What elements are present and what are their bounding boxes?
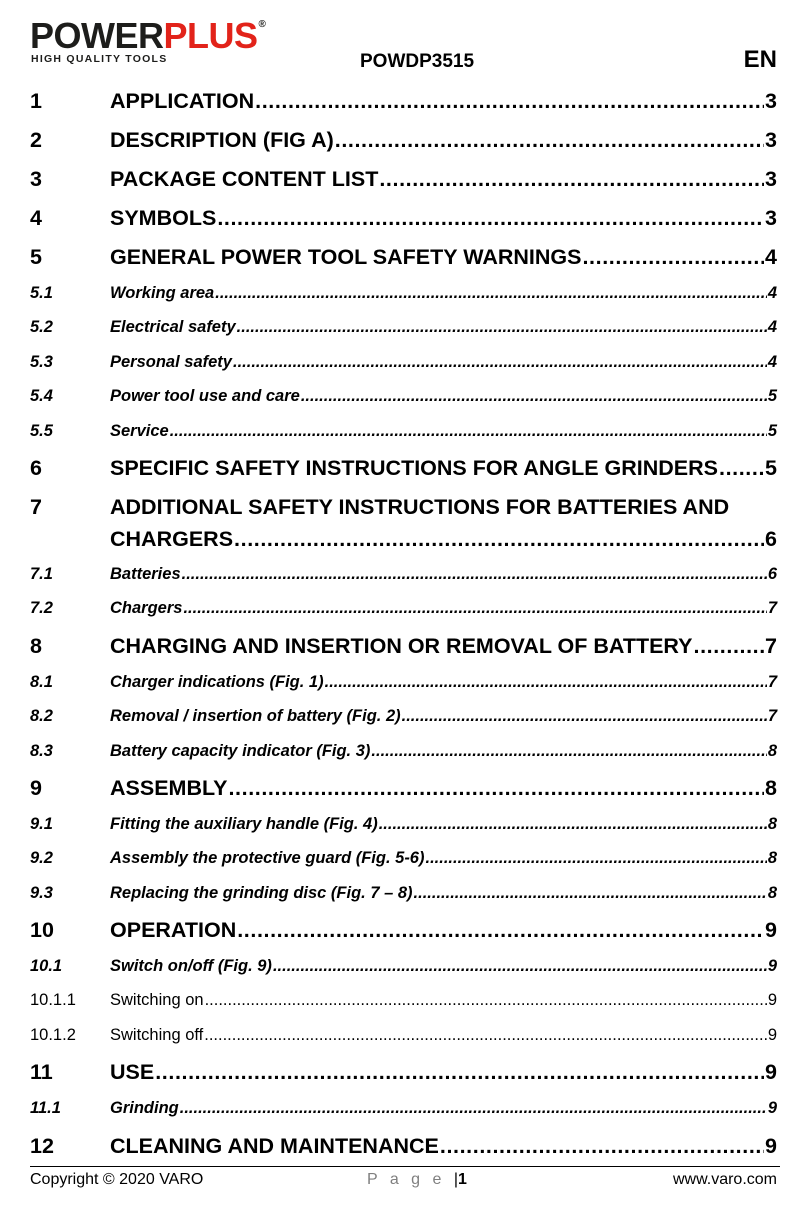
toc-entry-number: 4	[30, 206, 42, 230]
dot-leader	[237, 914, 764, 946]
dot-leader	[255, 85, 764, 117]
toc-entry-number: 11	[30, 1060, 53, 1085]
page-label: P a g e	[367, 1171, 446, 1188]
toc-entry[interactable]	[30, 1130, 777, 1169]
toc-entry[interactable]	[30, 811, 777, 845]
dot-leader	[301, 383, 767, 409]
toc-entry-title: Electrical safety	[110, 318, 236, 337]
dot-leader	[371, 738, 766, 764]
dot-leader	[425, 845, 766, 871]
toc-entry-page: 9	[767, 957, 777, 976]
dot-leader	[414, 880, 767, 906]
toc-entry[interactable]	[30, 314, 777, 348]
toc-entry-number: 5.2	[30, 318, 53, 337]
toc-entry-number: 7	[30, 494, 42, 519]
toc-entry-page: 7	[765, 633, 777, 658]
dot-leader	[335, 124, 764, 156]
page-separator: |	[453, 1171, 459, 1188]
toc-entry-title: Battery capacity indicator (Fig. 3)	[110, 741, 371, 760]
toc-entry-title-continued: CHARGERS	[110, 526, 234, 551]
toc-entry-number: 2	[30, 128, 42, 152]
toc-entry-number: 10.1.2	[30, 1025, 76, 1044]
dot-leader	[379, 163, 764, 195]
toc-entry-number: 9.1	[30, 814, 53, 833]
logo-word-plus: PLUS	[163, 15, 258, 56]
dot-leader	[719, 452, 764, 484]
toc-entry-page: 7	[767, 672, 777, 691]
toc-entry-number: 1	[30, 89, 42, 113]
powerplus-logo	[30, 15, 300, 66]
toc-entry-title: Chargers	[110, 599, 183, 618]
toc-entry-page: 5	[767, 387, 777, 406]
dot-leader	[228, 772, 764, 804]
toc-entry[interactable]	[30, 280, 777, 314]
toc-entry-title: Removal / insertion of battery (Fig. 2)	[110, 707, 401, 726]
toc-entry-title: Working area	[110, 284, 215, 302]
toc-entry[interactable]	[30, 1095, 777, 1129]
toc-entry-number: 8.1	[30, 672, 53, 691]
toc-entry-page: 4	[767, 318, 777, 337]
toc-entry-title: Switching on	[110, 991, 204, 1010]
toc-entry-page: 8	[767, 741, 777, 760]
toc-entry-page: 9	[767, 1099, 777, 1118]
toc-entry-page: 9	[767, 991, 777, 1010]
toc-entry-number: 9	[30, 775, 42, 800]
toc-entry[interactable]	[30, 383, 777, 417]
toc-entry-number: 10.1.1	[30, 991, 76, 1010]
dot-leader	[237, 314, 767, 340]
toc-entry[interactable]	[30, 914, 777, 953]
toc-entry[interactable]	[30, 124, 777, 163]
toc-entry-number: 5.1	[30, 284, 53, 302]
toc-entry-page: 9	[765, 918, 777, 943]
toc-entry[interactable]	[30, 349, 777, 383]
toc-entry-title: USE	[110, 1060, 155, 1085]
toc-entry-page: 3	[765, 128, 777, 152]
toc-entry[interactable]	[30, 418, 777, 452]
toc-entry-page: 6	[767, 564, 777, 583]
toc-entry-number: 7.2	[30, 599, 53, 618]
toc-entry[interactable]	[30, 953, 777, 987]
toc-entry[interactable]	[30, 85, 777, 124]
toc-entry-page: 7	[767, 707, 777, 726]
toc-entry[interactable]	[30, 202, 777, 241]
dot-leader	[582, 241, 764, 273]
toc-entry-page: 3	[765, 206, 777, 230]
toc-entry[interactable]	[30, 595, 777, 629]
toc-entry-page: 4	[767, 352, 777, 371]
toc-entry-number: 8.3	[30, 741, 53, 760]
toc-entry-page: 3	[765, 89, 777, 113]
logo-tagline: HIGH QUALITY TOOLS	[31, 53, 168, 65]
toc-entry-title: SYMBOLS	[110, 206, 217, 230]
toc-entry-title: Power tool use and care	[110, 387, 300, 406]
toc-entry-page: 5	[767, 421, 777, 440]
dot-leader	[440, 1130, 764, 1162]
toc-entry-number: 8.2	[30, 707, 53, 726]
toc-entry[interactable]	[30, 880, 777, 914]
toc-entry-page: 6	[765, 526, 777, 551]
toc-entry-title: DESCRIPTION (FIG A)	[110, 128, 334, 152]
toc-entry-title: Switch on/off (Fig. 9)	[110, 957, 272, 976]
toc-entry[interactable]	[30, 1022, 777, 1056]
copyright-text: Copyright © 2020 VARO	[30, 1171, 204, 1188]
toc-entry-page: 4	[765, 245, 777, 269]
toc-entry-title: Personal safety	[110, 352, 232, 371]
toc-entry-page: 5	[765, 455, 777, 480]
toc-entry-number: 9.3	[30, 883, 53, 902]
toc-entry-page: 9	[765, 1060, 777, 1085]
toc-entry[interactable]	[30, 703, 777, 737]
toc-entry[interactable]	[30, 669, 777, 703]
website-link[interactable]: www.varo.com	[672, 1171, 777, 1188]
toc-entry-title: Charger indications (Fig. 1)	[110, 672, 324, 691]
dot-leader	[325, 669, 767, 695]
toc-entry[interactable]	[30, 987, 777, 1021]
dot-leader	[402, 703, 767, 729]
toc-entry-title: Fitting the auxiliary handle (Fig. 4)	[110, 814, 378, 833]
toc-entry-title: OPERATION	[110, 918, 237, 943]
toc-entry-title: Service	[110, 421, 169, 440]
toc-entry-title: Switching off	[110, 1025, 204, 1044]
toc-entry[interactable]	[30, 241, 777, 280]
toc-entry-number: 7.1	[30, 564, 53, 583]
toc-entry[interactable]	[30, 163, 777, 202]
dot-leader	[694, 630, 765, 662]
dot-leader	[379, 811, 767, 837]
toc-entry-page: 8	[767, 849, 777, 868]
page-footer	[30, 1171, 777, 1197]
table-of-contents	[30, 85, 777, 1169]
toc-entry[interactable]	[30, 561, 777, 595]
toc-entry-title: CLEANING AND MAINTENANCE	[110, 1133, 439, 1158]
toc-entry-title: ADDITIONAL SAFETY INSTRUCTIONS FOR BATTERIES AND	[110, 494, 730, 519]
dot-leader	[205, 987, 767, 1013]
toc-entry-title: Replacing the grinding disc (Fig. 7 – 8)	[110, 883, 413, 902]
dot-leader	[273, 953, 767, 979]
page-number: 1	[458, 1171, 467, 1188]
toc-entry-number: 9.2	[30, 849, 53, 868]
dot-leader	[215, 280, 767, 306]
toc-entry-title: Grinding	[110, 1099, 179, 1118]
dot-leader	[204, 1022, 767, 1048]
dot-leader	[155, 1056, 764, 1088]
toc-entry[interactable]	[30, 630, 777, 669]
toc-entry-title: GENERAL POWER TOOL SAFETY WARNINGS	[110, 245, 582, 269]
toc-entry-number: 5.3	[30, 352, 53, 371]
toc-entry-number: 5	[30, 245, 42, 269]
page-indicator	[367, 1171, 467, 1189]
dot-leader	[180, 1095, 767, 1121]
toc-entry-title: APPLICATION	[110, 89, 255, 113]
toc-entry-number: 10.1	[30, 957, 63, 976]
model-number: POWDP3515	[360, 51, 475, 72]
toc-entry-page: 8	[765, 775, 777, 800]
language-code: EN	[743, 46, 777, 73]
toc-entry-page: 3	[765, 167, 777, 191]
page-header	[0, 0, 808, 80]
toc-entry-page: 9	[767, 1025, 777, 1044]
registered-mark: ®	[258, 19, 266, 30]
logo-wordmark	[30, 15, 266, 56]
toc-entry-number: 10	[30, 918, 54, 943]
toc-entry-page: 8	[767, 814, 777, 833]
toc-entry[interactable]	[30, 491, 777, 561]
toc-entry-page: 8	[767, 883, 777, 902]
toc-entry-title: SPECIFIC SAFETY INSTRUCTIONS FOR ANGLE GRINDERS	[110, 455, 719, 480]
toc-entry-page: 7	[767, 599, 777, 618]
dot-leader	[170, 418, 767, 444]
dot-leader	[233, 349, 767, 375]
toc-entry[interactable]	[30, 1056, 777, 1095]
toc-entry[interactable]	[30, 845, 777, 879]
dot-leader	[217, 202, 764, 234]
toc-entry-title: Batteries	[110, 564, 181, 583]
footer-divider	[30, 1166, 780, 1167]
toc-entry-title: PACKAGE CONTENT LIST	[110, 167, 379, 191]
toc-entry[interactable]	[30, 452, 777, 491]
dot-leader	[182, 561, 767, 587]
toc-entry-number: 8	[30, 633, 42, 658]
toc-entry[interactable]	[30, 738, 777, 772]
toc-entry-title: Assembly the protective guard (Fig. 5-6)	[110, 849, 425, 868]
dot-leader	[183, 595, 766, 621]
logo-word-power: POWER	[30, 15, 164, 56]
toc-entry-number: 12	[30, 1133, 54, 1158]
toc-entry[interactable]	[30, 772, 777, 811]
toc-entry-number: 5.4	[30, 387, 53, 406]
toc-entry-number: 3	[30, 167, 42, 191]
toc-entry-page: 4	[767, 284, 777, 302]
toc-entry-number: 5.5	[30, 421, 53, 440]
toc-entry-title: ASSEMBLY	[110, 775, 228, 800]
toc-entry-number: 11.1	[30, 1099, 61, 1118]
dot-leader	[234, 523, 764, 555]
toc-entry-page: 9	[765, 1133, 777, 1158]
toc-entry-title: CHARGING AND INSERTION OR REMOVAL OF BATTERY	[110, 633, 693, 658]
toc-entry-number: 6	[30, 455, 42, 480]
